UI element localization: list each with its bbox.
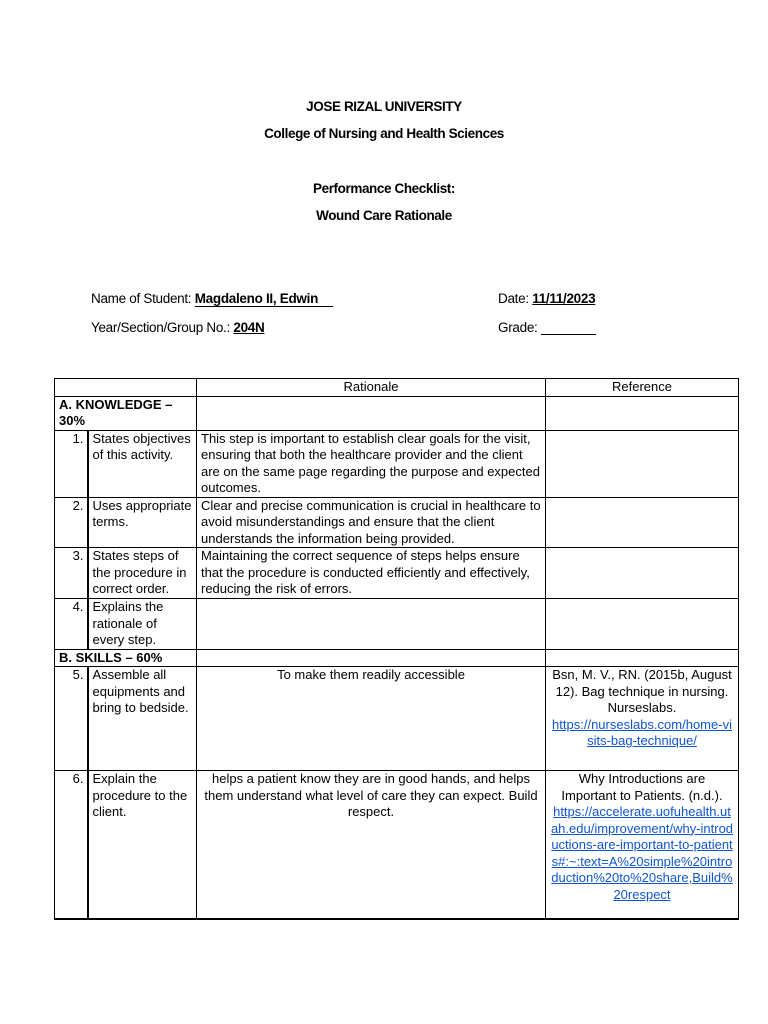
grade-label: Grade: (498, 320, 538, 335)
step-text: States objectives of this activity. (88, 430, 197, 497)
college-name: College of Nursing and Health Sciences (264, 126, 504, 141)
year-section-value: 204N (233, 320, 265, 335)
section-row (55, 649, 739, 667)
date-label: Date: (498, 291, 529, 306)
reference-citation: Bsn, M. V., RN. (2015b, August 12). Bag technique in nursing. Nurseslabs. (552, 667, 732, 715)
student-name-field (91, 291, 333, 307)
table-row (55, 771, 739, 919)
step-text: Explains the rationale of every step. (88, 599, 197, 650)
table-row (55, 497, 739, 548)
reference-link[interactable]: https://nurseslabs.com/home-visits-bag-technique/ (552, 716, 732, 748)
checklist-title: Performance Checklist: (312, 181, 455, 196)
date-value: 11/11/2023 (532, 291, 596, 306)
empty-cell (546, 649, 739, 667)
rationale-text: To make them readily accessible (197, 667, 546, 771)
reference-cell (546, 771, 739, 919)
section-b-label: B. SKILLS – 60% (55, 649, 197, 667)
header-empty-cell (55, 379, 197, 397)
checklist-table (54, 378, 739, 920)
step-number: 4. (55, 599, 88, 650)
reference-cell (546, 548, 739, 599)
step-text: States steps of the procedure in correct order. (88, 548, 197, 599)
table-header-row (55, 379, 739, 397)
empty-cell (197, 649, 546, 667)
table-row (55, 667, 739, 771)
rationale-text: helps a patient know they are in good hands, and helps them understand what level of care they can expect. Build respect. (197, 771, 546, 919)
rationale-text (197, 599, 546, 650)
rationale-text: This step is important to establish clear goals for the visit, ensuring that both the healthcare provider and the client are on the same page regarding the purpose and expected outcomes. (197, 430, 546, 497)
date-field (498, 291, 595, 306)
step-number: 2. (55, 497, 88, 548)
step-number: 3. (55, 548, 88, 599)
reference-cell (546, 667, 739, 771)
checklist-subtitle: Wound Care Rationale (316, 208, 452, 223)
step-text: Explain the procedure to the client. (88, 771, 197, 919)
table-row (55, 599, 739, 650)
rationale-text: Maintaining the correct sequence of steps helps ensure that the procedure is conducted efficiently and effectively, reducing the risk of errors. (197, 548, 546, 599)
step-text: Assemble all equipments and bring to bedside. (88, 667, 197, 771)
step-number: 6. (55, 771, 88, 919)
empty-cell (546, 396, 739, 430)
grade-blank (541, 321, 596, 335)
reference-cell (546, 599, 739, 650)
table-row (55, 430, 739, 497)
student-name-label: Name of Student: (91, 291, 192, 306)
step-number: 1. (55, 430, 88, 497)
col-reference-header: Reference (546, 379, 739, 397)
year-section-label: Year/Section/Group No.: (91, 320, 230, 335)
empty-cell (197, 396, 546, 430)
reference-link[interactable]: https://accelerate.uofuhealth.utah.edu/improvement/why-introductions-are-important-to-patients#:~:text=A%20simple%20introduction%20to%20share,Build%20respect (550, 804, 734, 902)
reference-citation: Why Introductions are Important to Patients. (n.d.). (561, 771, 723, 803)
reference-cell (546, 497, 739, 548)
year-section-field (91, 320, 264, 335)
step-text: Uses appropriate terms. (88, 497, 197, 548)
section-a-label: A. KNOWLEDGE – 30% (55, 396, 197, 430)
col-rationale-header: Rationale (197, 379, 546, 397)
section-row (55, 396, 739, 430)
reference-cell (546, 430, 739, 497)
step-number: 5. (55, 667, 88, 771)
rationale-text: Clear and precise communication is crucial in healthcare to avoid misunderstandings and ensure that the client understands the information being provided. (197, 497, 546, 548)
grade-field (498, 320, 596, 335)
table-row (55, 548, 739, 599)
university-name: JOSE RIZAL UNIVERSITY (306, 99, 462, 114)
student-name-value: Magdaleno II, Edwin (195, 291, 333, 307)
